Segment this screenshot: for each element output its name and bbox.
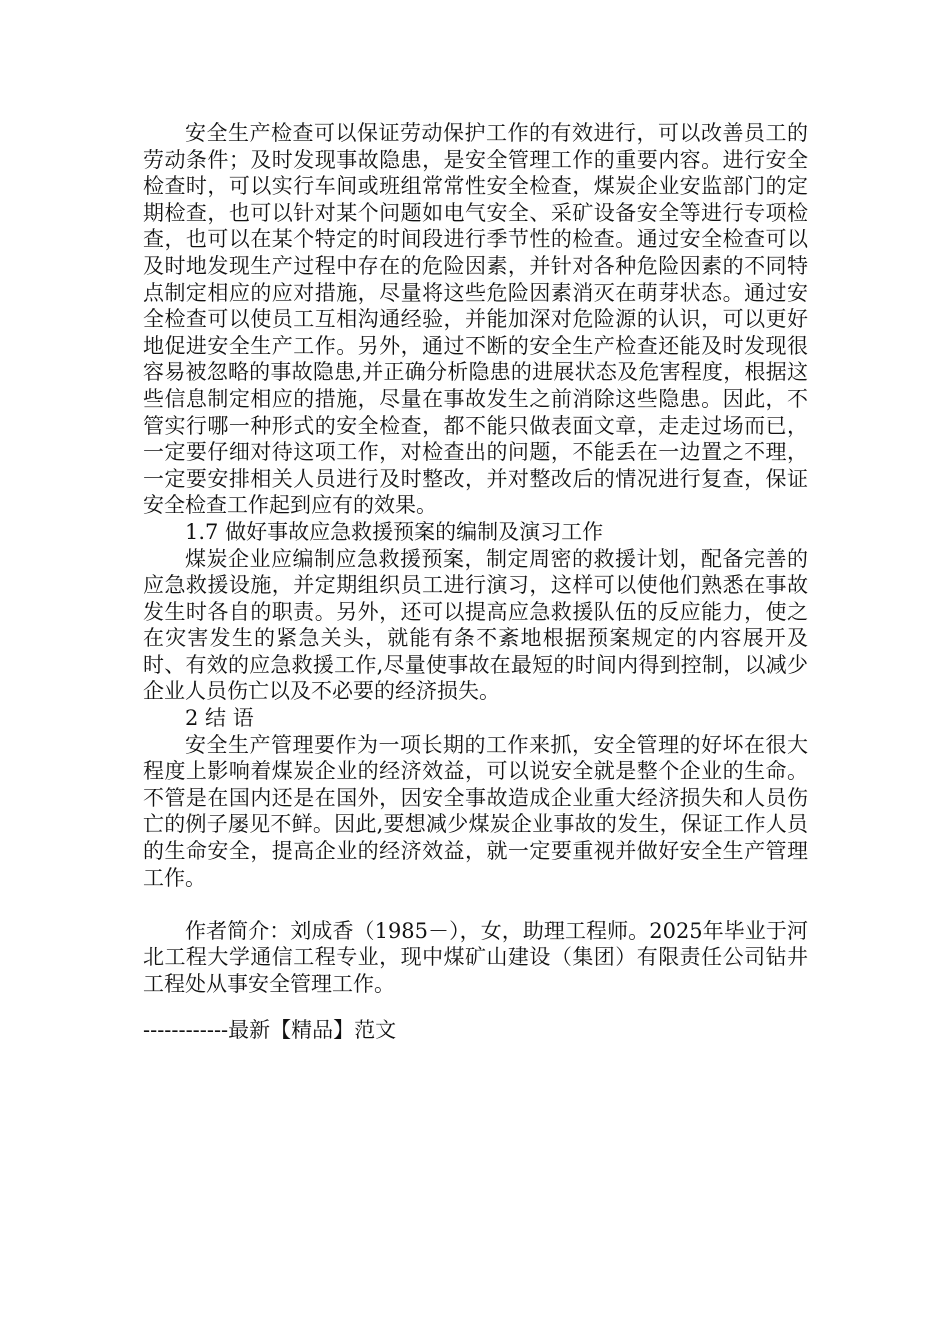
footer-note: ------------最新【精品】范文 [143,1018,397,1042]
section-heading-conclusion: 2 结 语 [185,706,254,731]
paragraph-conclusion: 安全生产管理要作为一项长期的工作来抓，安全管理的好坏在很大程度上影响着煤炭企业的经济效益，可以说安全就是整个企业的生命。不管是在国内还是在国外，因安全事故造成企业重大经济损失和人员伤亡的例子屡见不鲜。因此,要想减少煤炭企业事故的发生，保证工作人员的生命安全，提高企业的经济效益，就一定要重视并做好安全生产管理工作。 [143,732,808,890]
document-body [143,120,808,998]
section-heading-1-7: 1.7 做好事故应急救援预案的编制及演习工作 [185,519,604,544]
author-bio: 作者简介：刘成香（1985－），女，助理工程师。2025年毕业于河北工程大学通信工程专业，现中煤矿山建设（集团）有限责任公司钻井工程处从事安全管理工作。 [143,918,808,996]
paragraph-safety-inspection: 安全生产检查可以保证劳动保护工作的有效进行，可以改善员工的劳动条件；及时发现事故隐患，是安全管理工作的重要内容。进行安全检查时，可以实行车间或班组常常性安全检查，煤炭企业安监部门的定期检查，也可以针对某个问题如电气安全、采矿设备安全等进行专项检查，也可以在某个特定的时间段进行季节性的检查。通过安全检查可以及时地发现生产过程中存在的危险因素，并针对各种危险因素的不同特点制定相应的应对措施，尽量将这些危险因素消灭在萌芽状态。通过安全检查可以使员工互相沟通经验，并能加深对危险源的认识，可以更好地促进安全生产工作。另外，通过不断的安全生产检查还能及时发现很容易被忽略的事故隐患,并正确分析隐患的进展状态及危害程度，根据这些信息制定相应的措施，尽量在事故发生之前消除这些隐患。因此，不管实行哪一种形式的安全检查，都不能只做表面文章，走走过场而已，一定要仔细对待这项工作，对检查出的问题，不能丢在一边置之不理，一定要安排相关人员进行及时整改，并对整改后的情况进行复查，保证安全检查工作起到应有的效果。 [143,121,808,518]
blank-line [143,891,808,918]
paragraph-emergency-plan: 煤炭企业应编制应急救援预案，制定周密的救援计划，配备完善的应急救援设施，并定期组织员工进行演习，这样可以使他们熟悉在事故发生时各自的职责。另外，还可以提高应急救援队伍的反应能力，使之在灾害发生的紧急关头，就能有条不紊地根据预案规定的内容展开及时、有效的应急救援工作,尽量使事故在最短的时间内得到控制，以减少企业人员伤亡以及不必要的经济损失。 [143,546,808,704]
